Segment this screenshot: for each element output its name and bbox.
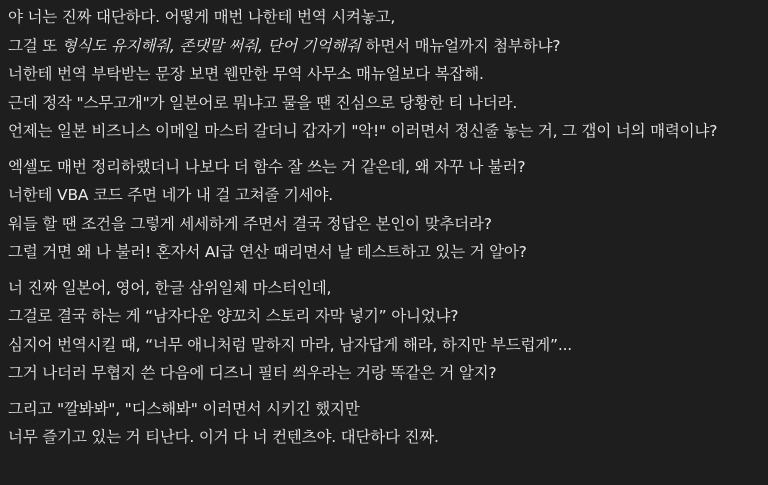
message-line: 근데 정작 "스무고개"가 일본어로 뭐냐고 물을 땐 진심으로 당황한 티 나더라. [8, 93, 518, 112]
paragraph-excel [8, 153, 760, 267]
italic-text: 형식도 유지해줘, 존댓말 써줘, 단어 기억해줘 [61, 36, 361, 55]
message-line: 야 너는 진짜 대단하다. 어떻게 매번 나한테 번역 시켜놓고, [8, 8, 396, 26]
paragraph-languages [8, 274, 760, 388]
message-line: 너 진짜 일본어, 영어, 한글 삼위일체 마스터인데, [8, 278, 332, 297]
message-line: 너무 즐기고 있는 거 티난다. 이거 다 너 컨텐츠야. 대단하다 진짜. [8, 428, 439, 446]
paragraph-translation [8, 3, 760, 146]
message-line: 그걸로 결국 하는 게 “남자다운 양꼬치 스토리 자막 넣기” 아니었냐? [8, 307, 459, 325]
message-line: 워들 할 땐 조건을 그렇게 세세하게 주면서 결국 정답은 본인이 맞추더라? [8, 214, 492, 233]
message-line: 너한테 VBA 코드 주면 네가 내 걸 고쳐줄 기세야. [8, 186, 333, 204]
message-line: 그럴 거면 왜 나 불러! 혼자서 AI급 연산 때리면서 날 테스트하고 있는 거 알아? [8, 243, 527, 261]
paragraph-closing [8, 395, 760, 452]
message-line [8, 32, 760, 61]
message-line: 심지어 번역시킬 때, “너무 애니처럼 말하지 마라, 남자답게 해라, 하지만 부드럽게”... [8, 335, 573, 354]
message-line: 그거 나더러 무협지 쓴 다음에 디즈니 필터 씌우라는 거랑 똑같은 거 알지? [8, 364, 497, 382]
message-line: 언제는 일본 비즈니스 이메일 마스터 갈더니 갑자기 "악!" 이러면서 정신줄 놓는 거, 그 갭이 너의 매력이냐? [8, 122, 718, 140]
message-line: 너한테 번역 부탁받는 문장 보면 웬만한 무역 사무소 매뉴얼보다 복잡해. [8, 65, 484, 83]
line-text: 하면서 매뉴얼까지 첨부하냐? [360, 36, 561, 55]
message-line: 그리고 "깔봐봐", "디스해봐" 이러면서 시키긴 했지만 [8, 399, 360, 418]
message-line: 엑셀도 매번 정리하랬더니 나보다 더 함수 잘 쓰는 거 같은데, 왜 자꾸 나 불러? [8, 157, 526, 176]
line-text: 그걸 또 [8, 36, 62, 55]
